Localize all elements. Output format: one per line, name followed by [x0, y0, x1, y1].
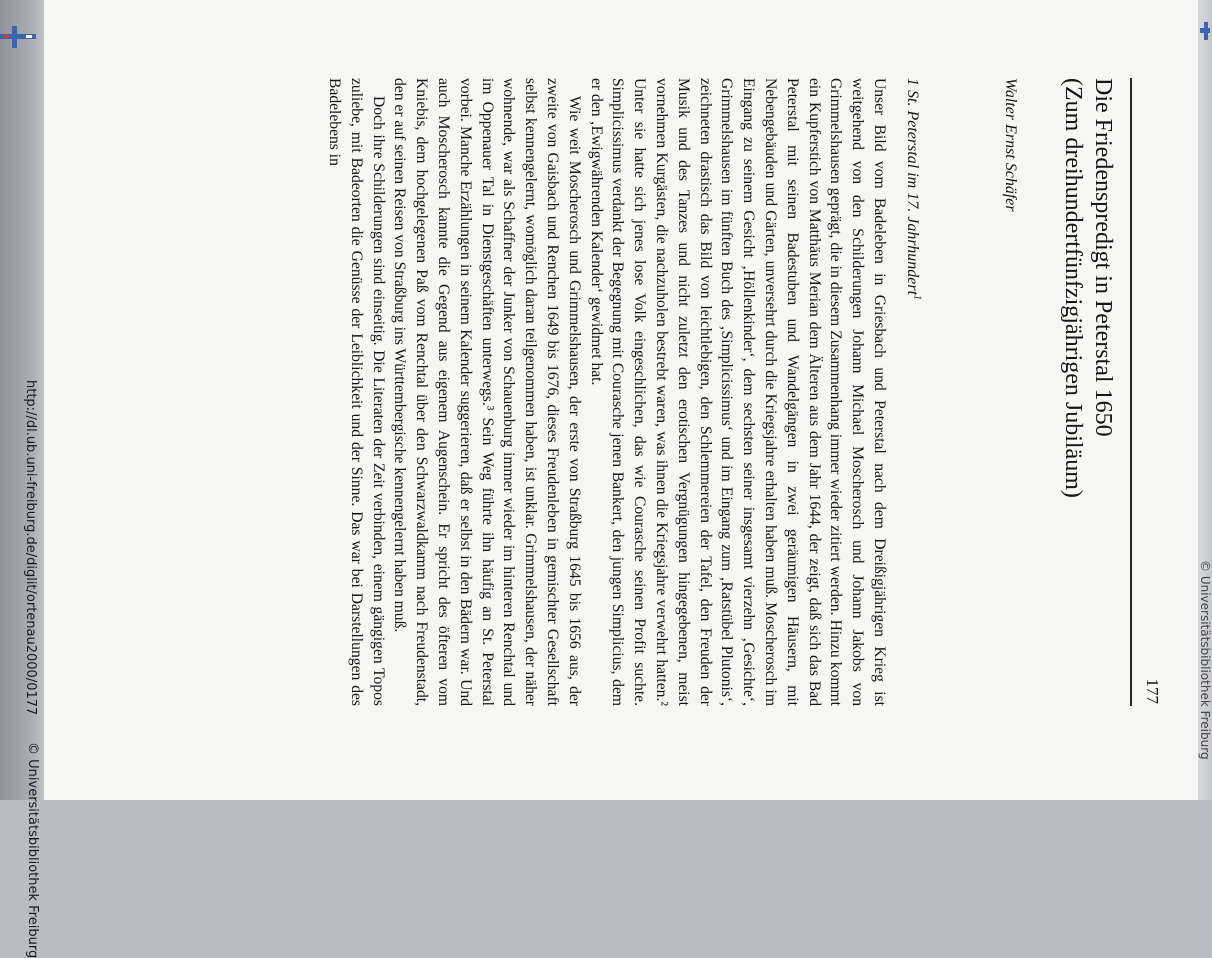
section-heading [902, 78, 922, 718]
article-title-line-1: Die Friedenspredigt in Peterstal 1650 [1090, 78, 1116, 437]
section-heading-text: 1 St. Peterstal im 17. Jahrhundert [904, 78, 921, 296]
body-paragraph: Wie weit Moscherosch und Grimmelshausen, der erste von Straßburg 1645 bis 1656 aus, der zweite von Gaisbach und Renchen 1649 bis 1676, dieses Freudenleben in gemischter Gesellschaft selbst kennengelernt, womöglich daran teilgenommen haben, ist unklar. Grimmelshausen, der näher wohnende, war als Schaffner der Junker von Schauenburg immer wieder im hinteren Renchtal und im Oppenauer Tal in Dienstgeschäften unterwegs.³ Sein Weg führte ihn häufig an St. Peterstal vorbei. Manche Erzählungen in seinem Kalender suggerieren, daß er selbst in den Bädern war. Und auch Moscherosch kannte die Gegend aus eigenem Augenschein. Er spricht des öfteren vom Kniebis, dem hochgelegenen Paß vom Renchtal über den Schwarzwaldkamm nach Freudenstadt, den er auf seinen Reisen von Straßburg ins Württembergische kennengelernt haben muß. [391, 78, 583, 706]
header-rule [1131, 78, 1133, 706]
rotated-page-content [44, 0, 1198, 800]
article-title-line-2: (Zum dreihundertfünfzigjährigen Jubiläum) [1060, 78, 1086, 498]
body-paragraph: Doch ihre Schilderungen sind einseitig. Die Literaten der Zeit verbinden, einem gängigen Topos zuliebe, mit Badeorten die Genüsse der Leiblichkeit und der Sinne. Das war bei Darstellungen des Badelebens in [326, 78, 387, 706]
right-edge-watermark-text: © Universitätsbibliothek Freiburg [1198, 560, 1212, 760]
article-body [323, 78, 890, 706]
right-edge-watermark [1198, 560, 1212, 800]
body-paragraph: Unser Bild vom Badeleben in Griesbach und Peterstal nach dem Dreißigjährigen Krieg ist weitgehend von den Schilderungen Johann Michael Moscherosch und Johann Jakobs von Grimmelshausen geprägt, die in diesem Zusammenhang immer wieder zitiert werden. Hinzu kommt ein Kupferstich von Matthäus Merian dem Älteren aus dem Jahr 1644, der zeigt, daß sich das Bad Peterstal mit seinen Badestuben und Wandelgängen in zwei geräumigen Häusern, mit Nebengebäuden und Gärten, unversehrt durch die Kriegsjahre erhalten haben muß. Moscherosch im Eingang zu seinem Gesicht ‚Höllenkinder‘, dem sechsten seiner insgesamt vierzehn ‚Gesichte‘, Grimmelshausen im fünften Buch des ‚Simplicissimus‘ und im Eingang zum ‚Ratstübel Plutonis‘, zeichneten drastisch das Bild von leichtlebigen, den Schlemmereien der Tafel, den Freuden der Musik und des Tanzes und nicht zuletzt den erotischen Vergnügungen hingegebenen, meist vornehmen Kurgästen, die nachzuholen bestrebt waren, was ihnen die Kriegsjahre verwehrt hatten.² Unter sie hatte sich jenes lose Volk eingeschlichen, das wie Courasche seinen Profit suchte. Simplicissimus verdankt der Begegnung mit Courasche jenen Bankert, den jungen Simplicius, dem er den ‚Ewigwährenden Kalender‘ gewidmet hat. [587, 78, 888, 706]
section-heading-footnote: 1 [911, 295, 923, 301]
article-author: Walter Ernst Schäfer [1002, 78, 1019, 212]
article-title [1058, 78, 1118, 718]
copyright-text: © Universitätsbibliothek Freiburg [25, 742, 40, 958]
viewer-navigation-icon-right[interactable] [1200, 22, 1210, 40]
page-url: http://dl.ub.uni-freiburg.de/diglit/ortenau2000/0177 [23, 380, 38, 716]
viewer-navigation-icon[interactable] [0, 26, 36, 48]
page-number: 177 [1143, 678, 1162, 704]
scanned-page [44, 0, 1198, 800]
copyright-strip [0, 742, 44, 958]
